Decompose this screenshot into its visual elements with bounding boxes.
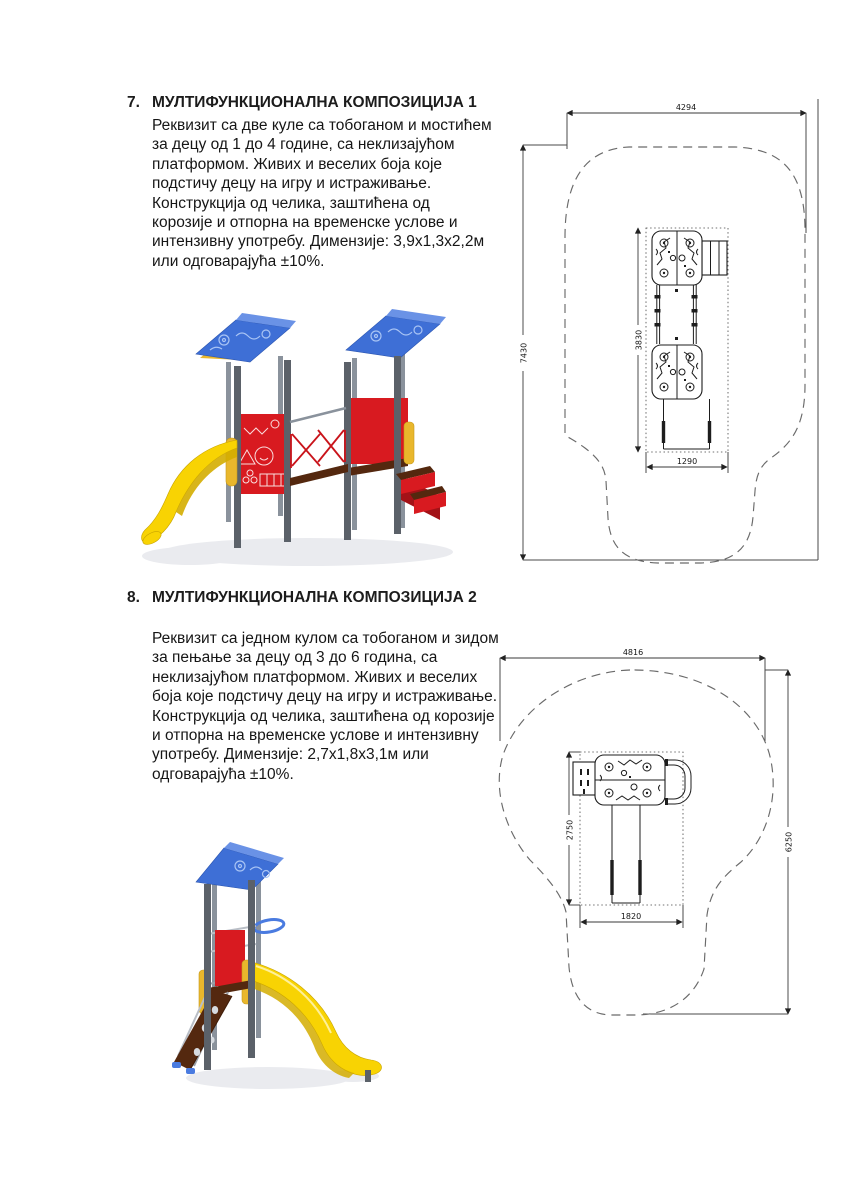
roof-plan — [652, 345, 702, 399]
dim-inner-height-label: 3830 — [634, 329, 644, 351]
ground-shadow — [186, 1067, 350, 1089]
ramp-foot — [172, 1062, 181, 1068]
section-7-number: 7. — [127, 94, 140, 111]
playground-photo-two-towers — [138, 306, 453, 574]
slide-plan — [662, 399, 711, 449]
dim-overall-width-label: 4816 — [622, 648, 644, 657]
bridge — [290, 408, 348, 486]
slide-shadow — [142, 547, 238, 565]
roof-plan — [652, 231, 702, 285]
dim-overall-width-label: 4294 — [675, 103, 697, 112]
yellow-side-panel — [404, 422, 414, 464]
section-8-title: МУЛТИФУНКЦИОНАЛНА КОМПОЗИЦИЈА 2 — [152, 589, 477, 606]
post — [394, 356, 401, 534]
roof — [346, 316, 440, 358]
plan-drawing-1 — [505, 85, 850, 570]
post — [204, 884, 211, 1070]
dim-inner-width-label: 1820 — [620, 912, 642, 921]
safety-area-boundary — [499, 670, 773, 1015]
dim-inner-height-label: 2750 — [565, 819, 575, 841]
ramp-foot — [186, 1068, 195, 1074]
section-7-title: МУЛТИФУНКЦИОНАЛНА КОМПОЗИЦИЈА 1 — [152, 94, 477, 111]
section-7-body: Реквизит са две куле са тобоганом и мостићем за децу од 1 до 4 године, са неклизајућом платформом. Живих и веселих боја које подстичу децу на игру и истраживање. Конструкција од челика, заштићена од корозије и отпорна на временске услове и интензивну употребу. Димензије: 3,9х1,3х2,2м или одговарајућа ±10%. — [152, 117, 492, 270]
section-8-body: Реквизит са једном кулом са тобоганом и зидом за пењање за децу од 3 до 6 година, са неклизајућом платформом. Живих и веселих боја које подстичу децу на игру и истраживање. Конструкција од челика, заштићена од корозије и отпорна на временске услове и интензивну употребу. Димензије: 2,7х1,8х3,1м или одговарајућа ±10%. — [152, 630, 499, 783]
climbing-wall-plan — [573, 762, 597, 795]
activity-red-panel — [238, 414, 290, 494]
equipment-top-view — [573, 755, 691, 903]
slide-leg — [365, 1070, 371, 1082]
bridge-deck — [290, 464, 348, 486]
handle-plan — [665, 759, 691, 805]
bridge-plan — [655, 285, 698, 344]
playground-photo-single-tower — [168, 838, 398, 1093]
roof — [196, 320, 290, 362]
red-panel — [215, 930, 245, 986]
dim-inner-width-label: 1290 — [676, 457, 698, 466]
plan-drawing-2 — [488, 645, 848, 1065]
post — [248, 880, 255, 1058]
slide — [248, 962, 382, 1082]
section-8-number: 8. — [127, 589, 140, 606]
equipment-top-view — [652, 231, 727, 449]
dim-overall-height-label: 7430 — [519, 342, 529, 364]
right-tower — [344, 309, 446, 540]
slide-plan — [610, 805, 641, 903]
left-tower — [196, 313, 296, 548]
ladder-plan — [702, 241, 727, 275]
slide — [141, 440, 237, 547]
dim-overall-height-label: 6250 — [784, 831, 794, 853]
roof-plan — [595, 755, 665, 805]
section-8-heading — [127, 589, 527, 607]
post — [284, 360, 291, 542]
section-7-heading — [127, 94, 527, 112]
